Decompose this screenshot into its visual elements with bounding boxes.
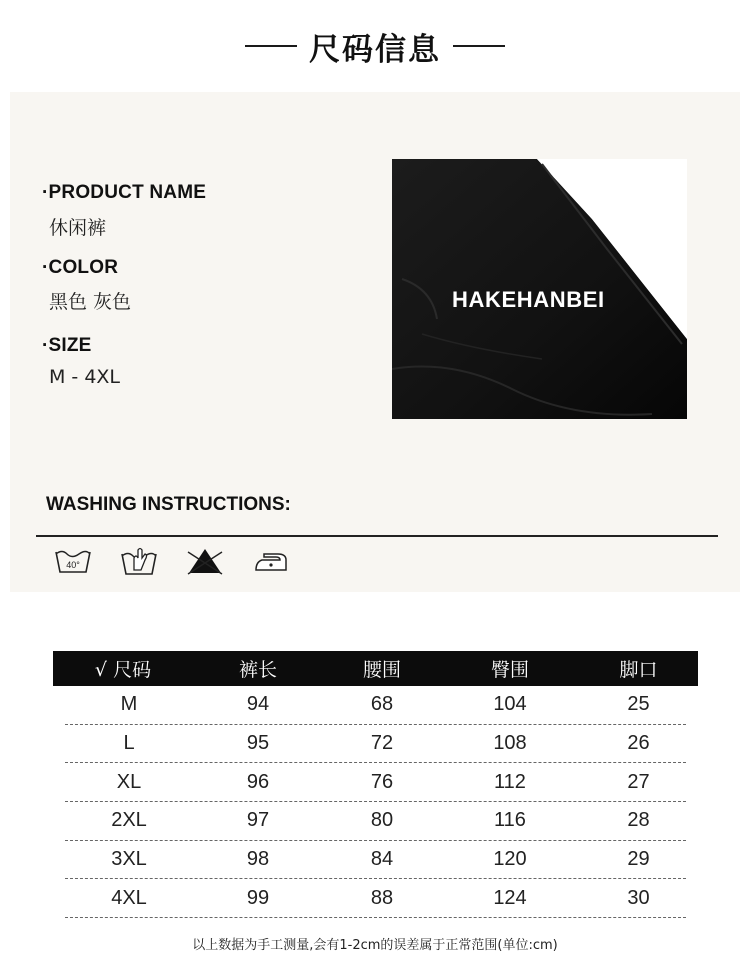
size-cell: M bbox=[120, 693, 138, 716]
waist-cell: 72 bbox=[370, 732, 394, 755]
hip-cell: 104 bbox=[493, 693, 527, 716]
length-cell: 97 bbox=[246, 809, 270, 832]
wash-40-icon bbox=[54, 546, 92, 576]
length-cell: 99 bbox=[246, 886, 270, 909]
hip-cell: 108 bbox=[493, 732, 527, 755]
product-name-label: ·PRODUCT NAME bbox=[42, 182, 207, 203]
hip-cell: 112 bbox=[494, 770, 526, 793]
length-cell: 98 bbox=[246, 848, 270, 871]
size-cell: 3XL bbox=[111, 848, 147, 871]
size-cell: 2XL bbox=[111, 809, 147, 832]
size-table-header bbox=[53, 651, 698, 686]
size-table bbox=[53, 651, 698, 918]
hem-cell: 25 bbox=[627, 693, 650, 716]
color-value: 黑色 灰色 bbox=[49, 291, 132, 313]
hem-cell: 26 bbox=[627, 732, 650, 755]
waist-cell: 84 bbox=[370, 848, 394, 871]
size-value: M - 4XL bbox=[49, 366, 121, 388]
size-cell: XL bbox=[116, 770, 142, 793]
washing-icons bbox=[54, 546, 290, 576]
page-header bbox=[0, 0, 750, 92]
product-photo bbox=[392, 159, 687, 419]
washing-title: WASHING INSTRUCTIONS: bbox=[46, 494, 291, 515]
table-row bbox=[65, 725, 686, 764]
table-row bbox=[65, 802, 686, 841]
hem-cell: 28 bbox=[627, 809, 650, 832]
header-hem: 脚口 bbox=[619, 659, 658, 681]
header-length: 裤长 bbox=[238, 659, 277, 681]
table-row bbox=[65, 686, 686, 725]
hip-cell: 124 bbox=[493, 886, 527, 909]
size-table-body bbox=[53, 686, 698, 918]
hip-cell: 116 bbox=[494, 809, 526, 832]
page-title: 尺码信息 bbox=[309, 31, 441, 68]
table-row bbox=[65, 841, 686, 880]
brand-label: HAKEHANBEI bbox=[452, 287, 605, 312]
hand-wash-icon bbox=[120, 546, 158, 576]
header-hip: 臀围 bbox=[490, 659, 529, 681]
product-name-value: 休闲裤 bbox=[49, 217, 107, 239]
iron-low-icon bbox=[252, 546, 290, 576]
hem-cell: 29 bbox=[627, 848, 650, 871]
no-bleach-icon bbox=[186, 546, 224, 576]
size-label: ·SIZE bbox=[42, 335, 92, 356]
waist-cell: 88 bbox=[370, 886, 394, 909]
washing-divider bbox=[36, 535, 718, 537]
waist-cell: 68 bbox=[370, 693, 394, 716]
wash-temp-label: 40° bbox=[66, 560, 80, 570]
length-cell: 95 bbox=[246, 732, 270, 755]
waist-cell: 76 bbox=[370, 770, 394, 793]
size-cell: 4XL bbox=[111, 886, 147, 909]
header-left-rule bbox=[245, 45, 297, 47]
hem-cell: 27 bbox=[627, 770, 650, 793]
color-label: ·COLOR bbox=[42, 257, 119, 278]
size-cell: L bbox=[123, 732, 135, 755]
measurement-note: 以上数据为手工测量,会有1-2cm的误差属于正常范围(单位:cm) bbox=[192, 938, 558, 953]
header-size: √ 尺码 bbox=[94, 659, 152, 681]
header-waist: 腰围 bbox=[362, 659, 401, 681]
header-right-rule bbox=[453, 45, 505, 47]
length-cell: 96 bbox=[246, 770, 270, 793]
hem-cell: 30 bbox=[627, 886, 650, 909]
hip-cell: 120 bbox=[493, 848, 527, 871]
table-row bbox=[65, 879, 686, 918]
length-cell: 94 bbox=[246, 693, 270, 716]
table-row bbox=[65, 763, 686, 802]
waist-cell: 80 bbox=[370, 809, 394, 832]
